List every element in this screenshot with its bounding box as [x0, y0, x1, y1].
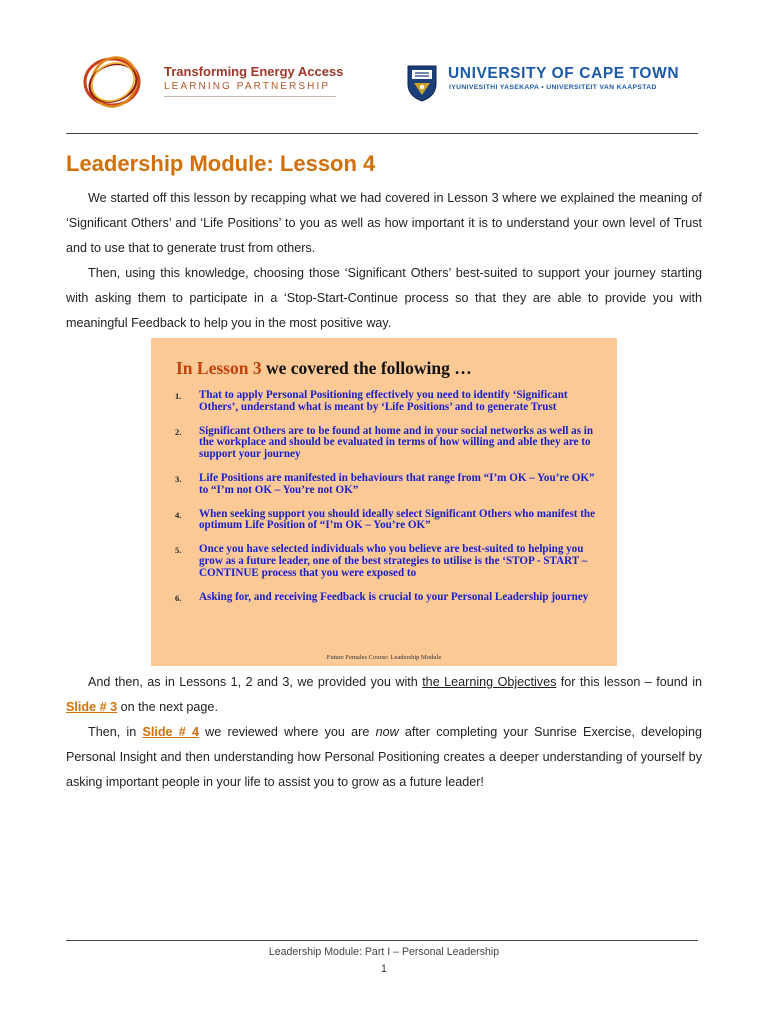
tea-subtitle: LEARNING PARTNERSHIP	[164, 81, 331, 92]
tea-divider	[164, 96, 336, 97]
footer-text: Leadership Module: Part I – Personal Leadership	[268, 946, 500, 958]
slide-title-highlight: In Lesson 3	[176, 358, 262, 378]
item-text: Significant Others are to be found at home and in your social networks as well as in the workplace and should be evaluated in terms of how willing and able they are to support your journey	[199, 424, 594, 461]
p4-text-c: after completing your Sunrise Exercise, developing Personal Insight and then understanding how Personal Positioning creates a deeper understanding of yourself by asking important people in your life to assist you to grow as a future leader!	[66, 725, 702, 789]
item-number: 1.	[175, 391, 182, 401]
uct-name: UNIVERSITY OF CAPE TOWN	[448, 65, 680, 82]
uct-subtitle: IYUNIVESITHI YASEKAPA • UNIVERSITEIT VAN KAAPSTAD	[449, 84, 657, 91]
item-number: 5.	[175, 545, 182, 556]
page-title: Leadership Module: Lesson 4	[66, 151, 376, 176]
item-number: 6.	[175, 592, 182, 603]
p3-text-b: for this lesson – found in	[556, 675, 702, 689]
learning-objectives-link[interactable]: the Learning Objectives	[422, 675, 557, 689]
item-number: 4.	[175, 509, 182, 520]
paragraph-4	[66, 720, 702, 795]
list-item	[175, 390, 599, 414]
item-text: Asking for, and receiving Feedback is crucial to your Personal Leadership journey	[199, 590, 589, 603]
slide-list	[175, 390, 599, 616]
slide-footer: Future Females Course: Leadership Module	[326, 654, 442, 661]
item-number: 3.	[175, 473, 182, 484]
header-rule	[66, 133, 698, 134]
p3-text-c: on the next page.	[117, 700, 218, 714]
paragraph-3	[66, 670, 702, 720]
page-header	[78, 48, 700, 108]
item-text: Life Positions are manifested in behaviours that range from “I’m OK – You’re OK” to “I’m not OK – You’re not OK”	[199, 471, 595, 496]
item-text: Once you have selected individuals who you believe are best-suited to helping you grow as a future leader, one of the best strategies to utilise is the ‘STOP - START – CONTINUE process that you were exposed to	[199, 543, 588, 579]
p4-text-a: Then, in	[88, 725, 143, 739]
list-item	[175, 592, 599, 605]
list-item	[175, 473, 599, 497]
uct-crest-icon	[406, 62, 438, 102]
list-item	[175, 544, 599, 579]
p4-text-b: we reviewed where you are	[198, 725, 376, 739]
intro-text	[66, 186, 702, 336]
p3-text-a: And then, as in Lessons 1, 2 and 3, we provided you with	[88, 675, 423, 689]
lesson3-slide	[151, 338, 617, 666]
p4-emphasis: now	[375, 725, 399, 739]
page-number: 1	[381, 963, 387, 975]
slide-title	[176, 358, 472, 379]
item-text: When seeking support you should ideally select Significant Others who manifest the optimum Life Position of “I’m OK – You’re OK”	[199, 507, 596, 532]
paragraph-2: Then, using this knowledge, choosing those ‘Significant Others’ best-suited to support your journey starting with asking them to participate in a ‘Stop-Start-Continue process so that they are able to provide you with meaningful Feedback to help you in the most positive way.	[66, 266, 702, 330]
tea-title: Transforming Energy Access	[164, 64, 344, 79]
footer-rule	[66, 940, 698, 941]
slide-title-rest: we covered the following …	[261, 358, 472, 378]
list-item	[175, 509, 599, 533]
slide-3-link[interactable]: Slide # 3	[66, 700, 118, 714]
item-text: That to apply Personal Positioning effectively you need to identify ‘Significant Others’, understand what is meant by ‘Life Positions’ and to generate Trust	[199, 389, 568, 413]
tea-logo-icon	[78, 54, 150, 110]
paragraph-1: We started off this lesson by recapping what we had covered in Lesson 3 where we explained the meaning of ‘Significant Others’ and ‘Life Positions’ to you as well as how important it is to understand your own level of Trust and to use that to generate trust from others.	[66, 191, 702, 255]
list-item	[175, 426, 599, 461]
followup-text	[66, 670, 702, 795]
slide-4-link[interactable]: Slide # 4	[142, 725, 199, 739]
item-number: 2.	[175, 426, 182, 437]
